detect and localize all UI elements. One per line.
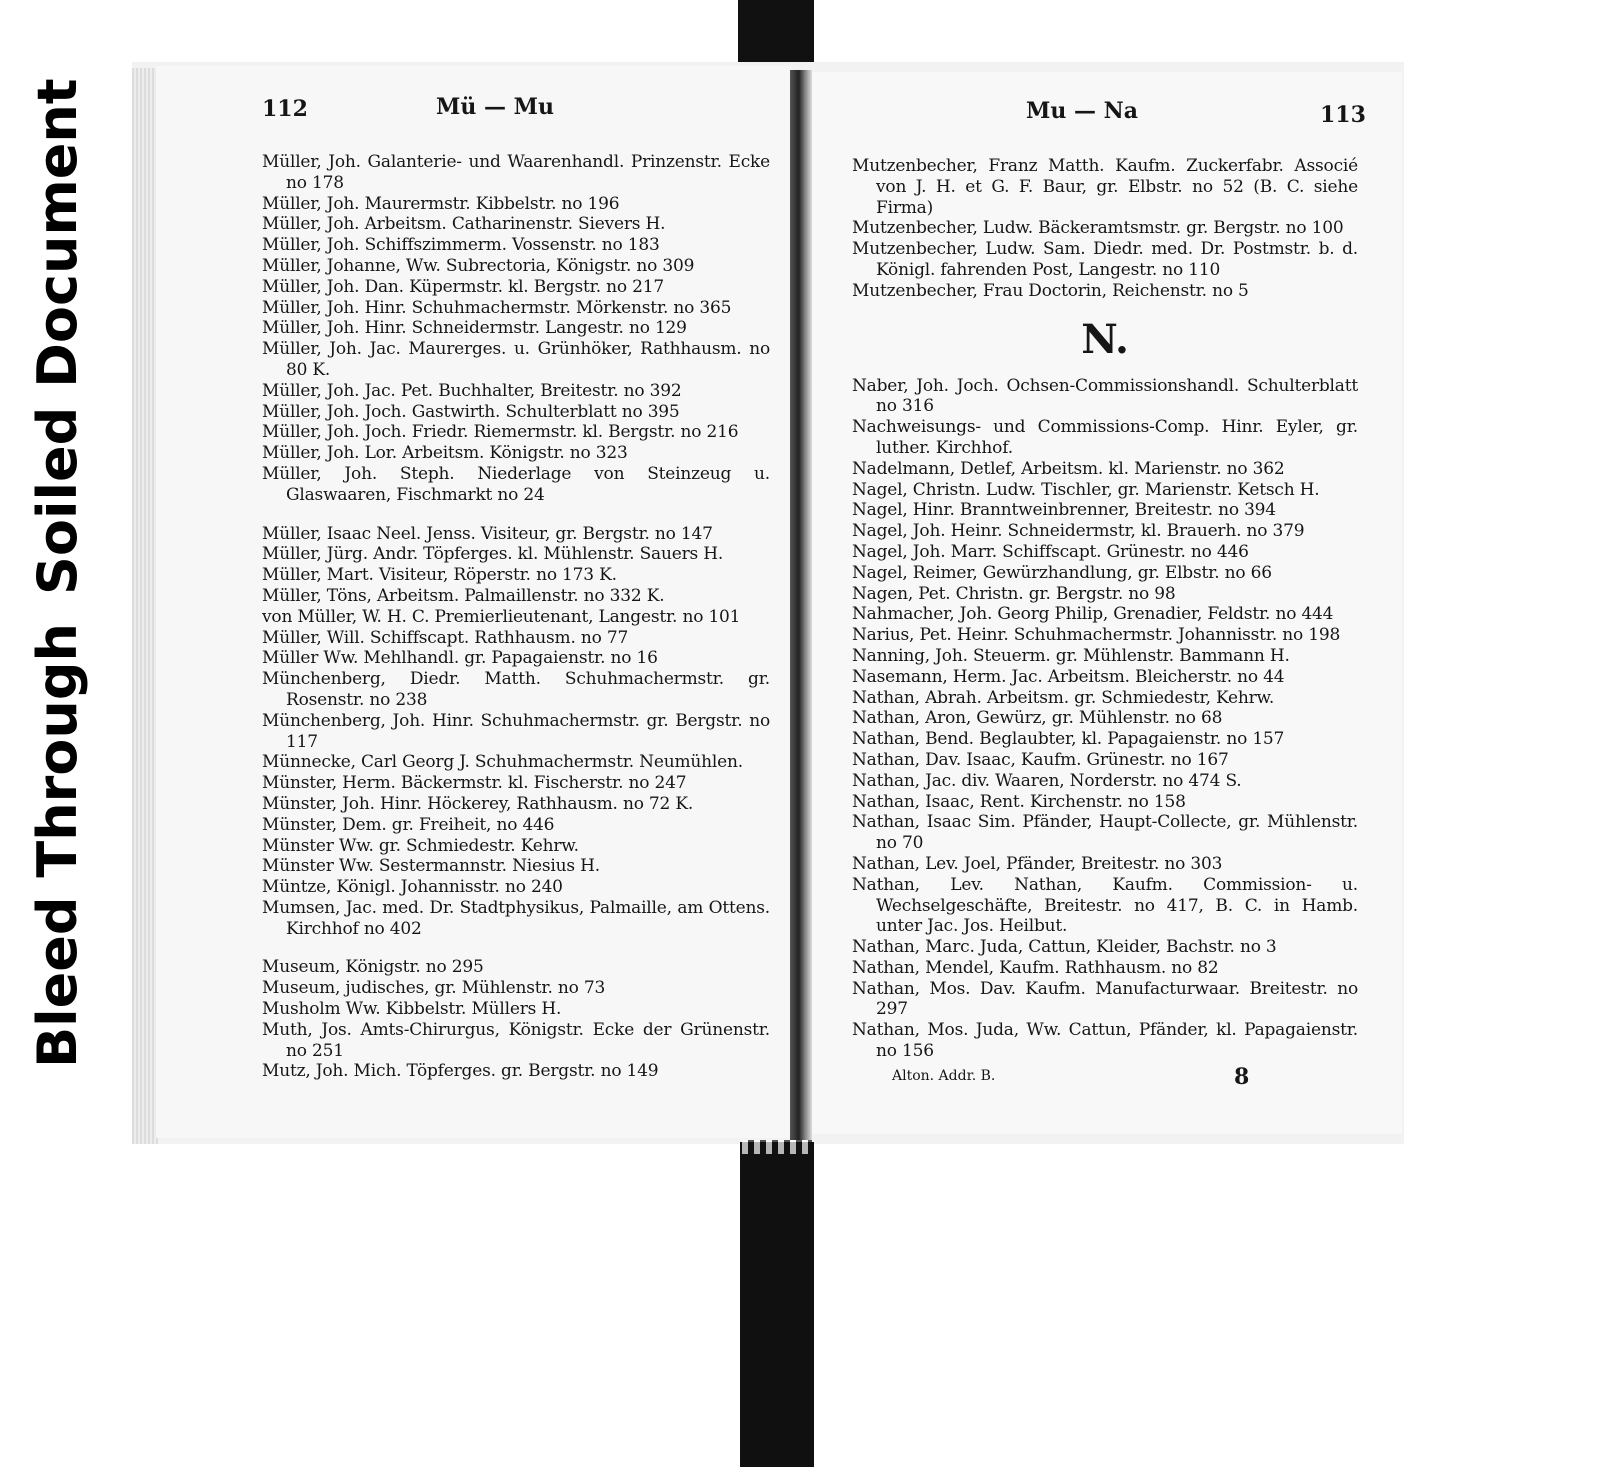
directory-entry: Müller, Joh. Steph. Niederlage von Steinzeug u. Glaswaaren, Fischmarkt no 24 xyxy=(262,463,770,505)
directory-entry: Nahmacher, Joh. Georg Philip, Grenadier, Feldstr. no 444 xyxy=(852,604,1334,625)
directory-entry: Nathan, Jac. div. Waaren, Norderstr. no 474 S. xyxy=(852,770,1242,791)
book-spine xyxy=(790,70,812,1140)
directory-entry: Münster, Joh. Hinr. Höckerey, Rathhausm. no 72 K. xyxy=(262,793,694,814)
directory-entry: Nagel, Reimer, Gewürzhandlung, gr. Elbstr. no 66 xyxy=(852,562,1272,583)
binding-clip-teeth xyxy=(742,1140,812,1154)
side-label-strip xyxy=(0,0,110,1100)
directory-entry: Muth, Jos. Amts-Chirurgus, Königstr. Ecke der Grünenstr. no 251 xyxy=(262,1019,770,1061)
directory-entry: Müller, Isaac Neel. Jenss. Visiteur, gr. Bergstr. no 147 xyxy=(262,523,713,544)
directory-entry: Mutzenbecher, Ludw. Bäckeramtsmstr. gr. Bergstr. no 100 xyxy=(852,218,1344,239)
soiled-document-label: Soiled Document xyxy=(26,78,89,595)
directory-entry: Münchenberg, Joh. Hinr. Schuhmachermstr. gr. Bergstr. no 117 xyxy=(262,710,770,752)
directory-entry: Nathan, Aron, Gewürz, gr. Mühlenstr. no 68 xyxy=(852,708,1223,729)
directory-entry: Nathan, Mos. Juda, Ww. Cattun, Pfänder, kl. Papagaienstr. no 156 xyxy=(852,1020,1358,1062)
directory-entry: Müller, Joh. Lor. Arbeitsm. Königstr. no 323 xyxy=(262,443,628,464)
directory-entry: Nathan, Mos. Dav. Kaufm. Manufacturwaar. Breitestr. no 297 xyxy=(852,978,1358,1020)
directory-entry: Narius, Pet. Heinr. Schuhmachermstr. Johannisstr. no 198 xyxy=(852,625,1341,646)
directory-entry: Müller, Töns, Arbeitsm. Palmaillenstr. no 332 K. xyxy=(262,585,665,606)
footer-imprint: Alton. Addr. B. xyxy=(892,1068,996,1084)
directory-entry: Nagen, Pet. Christn. gr. Bergstr. no 98 xyxy=(852,583,1176,604)
binding-clip-top xyxy=(738,0,814,62)
directory-entry: Nathan, Mendel, Kaufm. Rathhausm. no 82 xyxy=(852,957,1219,978)
directory-entry: Müller, Joh. Jac. Pet. Buchhalter, Breitestr. no 392 xyxy=(262,380,682,401)
directory-entry: Nathan, Isaac, Rent. Kirchenstr. no 158 xyxy=(852,791,1186,812)
binding-clip-bottom xyxy=(740,1142,814,1467)
directory-entry: Müller, Joh. Hinr. Schneidermstr. Langestr. no 129 xyxy=(262,318,687,339)
directory-entry: Museum, judisches, gr. Mühlenstr. no 73 xyxy=(262,978,606,999)
right-page-number: 113 xyxy=(1320,102,1366,128)
directory-entry: Nathan, Isaac Sim. Pfänder, Haupt-Collecte, gr. Mühlenstr. no 70 xyxy=(852,812,1358,854)
directory-entry: Naber, Joh. Joch. Ochsen-Commissionshandl. Schulterblatt no 316 xyxy=(852,375,1358,417)
directory-entry: Münster Ww. Sestermannstr. Niesius H. xyxy=(262,856,600,877)
signature-mark: 8 xyxy=(1234,1064,1250,1090)
right-page-entries xyxy=(852,156,1358,1062)
directory-entry: Müller Ww. Mehlhandl. gr. Papagaienstr. no 16 xyxy=(262,648,658,669)
directory-entry: Mutzenbecher, Ludw. Sam. Diedr. med. Dr. Postmstr. b. d. Königl. fahrenden Post, Langestr. no 110 xyxy=(852,239,1358,280)
directory-entry: Nanning, Joh. Steuerm. gr. Mühlenstr. Bammann H. xyxy=(852,645,1290,666)
directory-entry: Museum, Königstr. no 295 xyxy=(262,957,484,978)
left-running-head: Mü — Mu xyxy=(436,94,555,120)
directory-entry: Nachweisungs- und Commissions-Comp. Hinr. Eyler, gr. luther. Kirchhof. xyxy=(852,417,1358,458)
directory-entry: Nadelmann, Detlef, Arbeitsm. kl. Marienstr. no 362 xyxy=(852,458,1285,479)
directory-entry: Nagel, Christn. Ludw. Tischler, gr. Marienstr. Ketsch H. xyxy=(852,479,1320,500)
bleed-through-label: Bleed Through xyxy=(26,623,89,1068)
left-page-entries xyxy=(262,152,770,1082)
directory-entry: Müller, Joh. Joch. Friedr. Riemermstr. kl. Bergstr. no 216 xyxy=(262,422,739,443)
directory-entry: Nathan, Abrah. Arbeitsm. gr. Schmiedestr, Kehrw. xyxy=(852,687,1275,708)
directory-entry: Münster Ww. gr. Schmiedestr. Kehrw. xyxy=(262,835,579,856)
directory-entry: Müller, Joh. Galanterie- und Waarenhandl. Prinzenstr. Ecke no 178 xyxy=(262,152,770,193)
directory-entry: Mutzenbecher, Franz Matth. Kaufm. Zuckerfabr. Associé von J. H. et G. F. Baur, gr. Elbstr. no 52 (B. C. siehe Firma) xyxy=(852,156,1358,218)
directory-entry: Mutz, Joh. Mich. Töpferges. gr. Bergstr. no 149 xyxy=(262,1061,659,1082)
directory-entry: Müller, Jürg. Andr. Töpferges. kl. Mühlenstr. Sauers H. xyxy=(262,544,724,565)
directory-entry: Nagel, Joh. Heinr. Schneidermstr, kl. Brauerh. no 379 xyxy=(852,521,1305,542)
page-edges xyxy=(132,68,158,1144)
directory-entry: Müller, Joh. Hinr. Schuhmachermstr. Mörkenstr. no 365 xyxy=(262,297,732,318)
directory-entry: Münster, Herm. Bäckermstr. kl. Fischerstr. no 247 xyxy=(262,773,687,794)
directory-entry: von Müller, W. H. C. Premierlieutenant, Langestr. no 101 xyxy=(262,606,741,627)
right-running-head: Mu — Na xyxy=(1026,98,1139,124)
left-page-number: 112 xyxy=(262,96,308,122)
directory-entry: Nathan, Dav. Isaac, Kaufm. Grünestr. no 167 xyxy=(852,749,1229,770)
section-letter-heading: N. xyxy=(1081,315,1129,363)
directory-entry: Müller, Johanne, Ww. Subrectoria, Königstr. no 309 xyxy=(262,255,695,276)
directory-entry: Nasemann, Herm. Jac. Arbeitsm. Bleicherstr. no 44 xyxy=(852,666,1285,687)
directory-entry: Nathan, Marc. Juda, Cattun, Kleider, Bachstr. no 3 xyxy=(852,937,1277,958)
directory-entry: Münster, Dem. gr. Freiheit, no 446 xyxy=(262,814,555,835)
directory-entry: Nathan, Bend. Beglaubter, kl. Papagaienstr. no 157 xyxy=(852,729,1285,750)
directory-entry: Müller, Joh. Schiffszimmerm. Vossenstr. no 183 xyxy=(262,235,660,256)
directory-entry: Müller, Joh. Arbeitsm. Catharinenstr. Sievers H. xyxy=(262,214,666,235)
directory-entry: Musholm Ww. Kibbelstr. Müllers H. xyxy=(262,999,562,1020)
directory-entry: Müller, Joh. Dan. Küpermstr. kl. Bergstr. no 217 xyxy=(262,276,664,297)
directory-entry: Mutzenbecher, Frau Doctorin, Reichenstr. no 5 xyxy=(852,280,1249,301)
directory-entry: Nagel, Joh. Marr. Schiffscapt. Grünestr. no 446 xyxy=(852,541,1249,562)
directory-entry: Müller, Joh. Maurermstr. Kibbelstr. no 196 xyxy=(262,193,620,214)
directory-entry: Müller, Joh. Jac. Maurerges. u. Grünhöker, Rathhausm. no 80 K. xyxy=(262,339,770,380)
directory-entry: Müntze, Königl. Johannisstr. no 240 xyxy=(262,877,563,898)
directory-entry: Müller, Joh. Joch. Gastwirth. Schulterblatt no 395 xyxy=(262,401,680,422)
directory-entry: Nagel, Hinr. Branntweinbrenner, Breitestr. no 394 xyxy=(852,500,1276,521)
directory-entry: Münchenberg, Diedr. Matth. Schuhmachermstr. gr. Rosenstr. no 238 xyxy=(262,669,770,710)
directory-entry: Münnecke, Carl Georg J. Schuhmachermstr. Neumühlen. xyxy=(262,752,743,773)
directory-entry: Nathan, Lev. Nathan, Kaufm. Commission- u. Wechselgeschäfte, Breitestr. no 417, B. C. in Hamb. unter Jac. Jos. Heilbut. xyxy=(852,874,1358,937)
directory-entry: Müller, Mart. Visiteur, Röperstr. no 173 K. xyxy=(262,565,617,586)
directory-entry: Mumsen, Jac. med. Dr. Stadtphysikus, Palmaille, am Ottens. Kirchhof no 402 xyxy=(262,897,770,939)
directory-entry: Müller, Will. Schiffscapt. Rathhausm. no 77 xyxy=(262,627,629,648)
directory-entry: Nathan, Lev. Joel, Pfänder, Breitestr. no 303 xyxy=(852,853,1223,874)
